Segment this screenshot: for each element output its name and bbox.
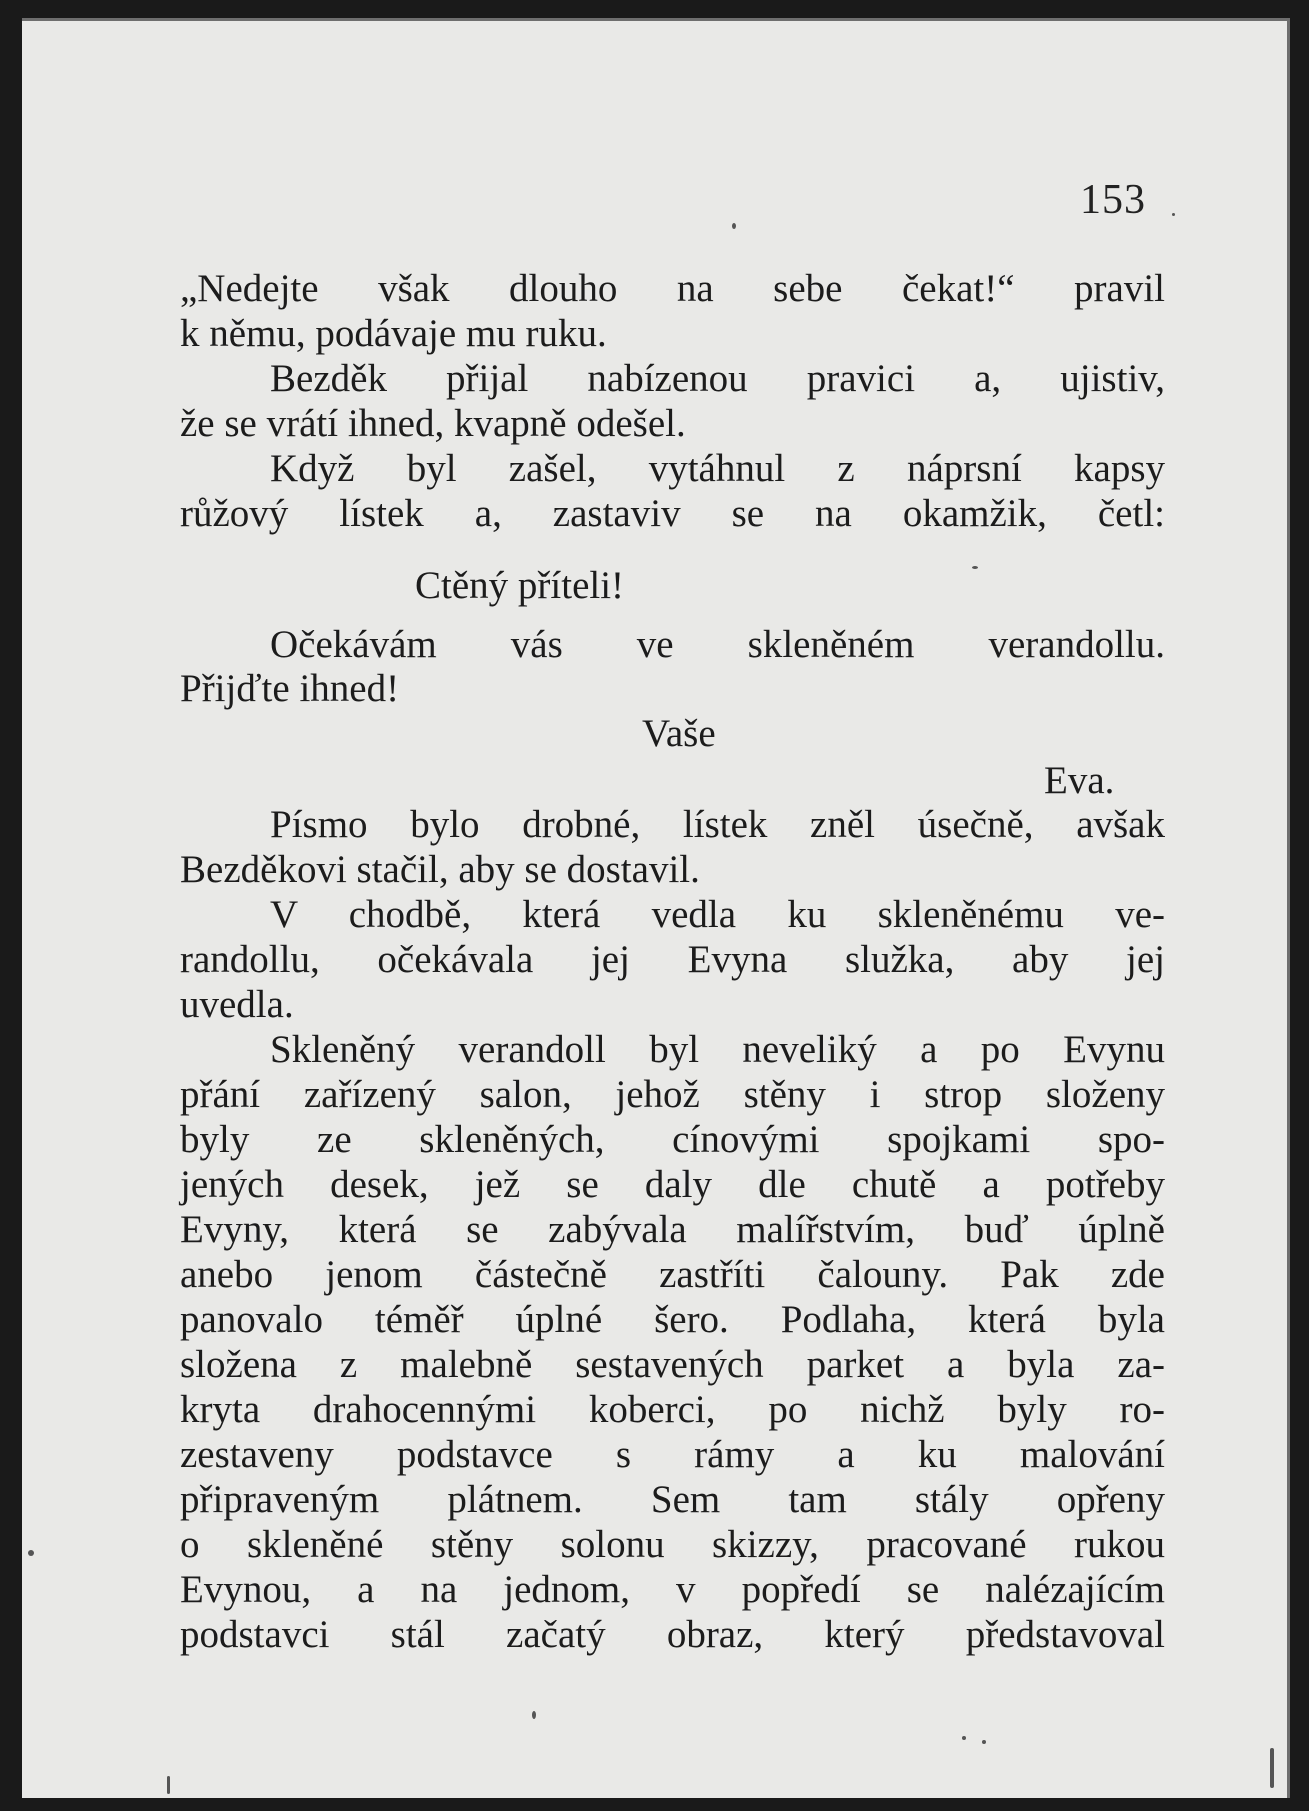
book-page [22,18,1290,1798]
letter-closing: Vaše [642,712,716,755]
text-line: Bezděkovi stačil, aby se dostavil. [180,848,700,891]
scan-speck [972,566,978,569]
text-line: o skleněné stěny solonu skizzy, pracované rukou [180,1523,1165,1566]
text-line: uvedla. [180,983,294,1026]
letter-body-line: Očekávám vás ve skleněném verandollu. [270,623,1165,666]
text-line: že se vrátí ihned, kvapně odešel. [180,402,686,445]
letter-signature: Eva. [1044,759,1115,802]
text-line: Písmo bylo drobné, lístek zněl úsečně, avšak [270,803,1165,846]
text-line: panovalo téměř úplné šero. Podlaha, která byla [180,1298,1165,1341]
page-top-edge-shadow [22,18,1290,21]
text-line: Když byl zašel, vytáhnul z náprsní kapsy [270,447,1165,490]
text-line: „Nedejte však dlouho na sebe čekat!“ pravil [180,267,1165,310]
page-right-edge-shadow [1287,18,1290,1798]
text-line: randollu, očekávala jej Evyna služka, aby jej [180,938,1165,981]
text-line: k němu, podávaje mu ruku. [180,312,607,355]
text-line: složena z malebně sestavených parket a byla za- [180,1343,1165,1386]
text-line: V chodbě, která vedla ku skleněnému ve- [270,893,1165,936]
text-line: byly ze skleněných, cínovými spojkami spo- [180,1118,1165,1161]
text-line: kryta drahocennými koberci, po nichž byly ro- [180,1388,1165,1431]
page-number: 153 [1080,177,1146,223]
scan-speck [167,1776,170,1794]
scan-speck [1270,1748,1274,1788]
scan-speck [28,1550,34,1556]
scan-speck [532,1711,536,1719]
scan-speck [732,223,736,229]
text-line: zestaveny podstavce s rámy a ku malování [180,1433,1165,1476]
text-line: anebo jenom částečně zastříti čalouny. Pak zde [180,1253,1165,1296]
scan-speck [962,1736,966,1740]
scan-speck [982,1740,986,1744]
text-line: Skleněný verandoll byl neveliký a po Evynu [270,1028,1165,1071]
text-line: přání zařízený salon, jehož stěny i strop složeny [180,1073,1165,1116]
text-line: Evynou, a na jednom, v popředí se nalézajícím [180,1568,1165,1611]
text-line: Bezděk přijal nabízenou pravici a, ujistiv, [270,357,1165,400]
letter-body-line: Přijďte ihned! [180,667,400,710]
text-line: připraveným plátnem. Sem tam stály opřeny [180,1478,1165,1521]
text-line: růžový lístek a, zastaviv se na okamžik, četl: [180,492,1165,535]
text-line: Evyny, která se zabývala malířstvím, buď úplně [180,1208,1165,1251]
text-line: jených desek, jež se daly dle chutě a potřeby [180,1163,1165,1206]
letter-salutation: Ctěný příteli! [415,564,625,607]
text-line: podstavci stál začatý obraz, který představoval [180,1613,1165,1656]
scan-speck [1172,213,1175,216]
